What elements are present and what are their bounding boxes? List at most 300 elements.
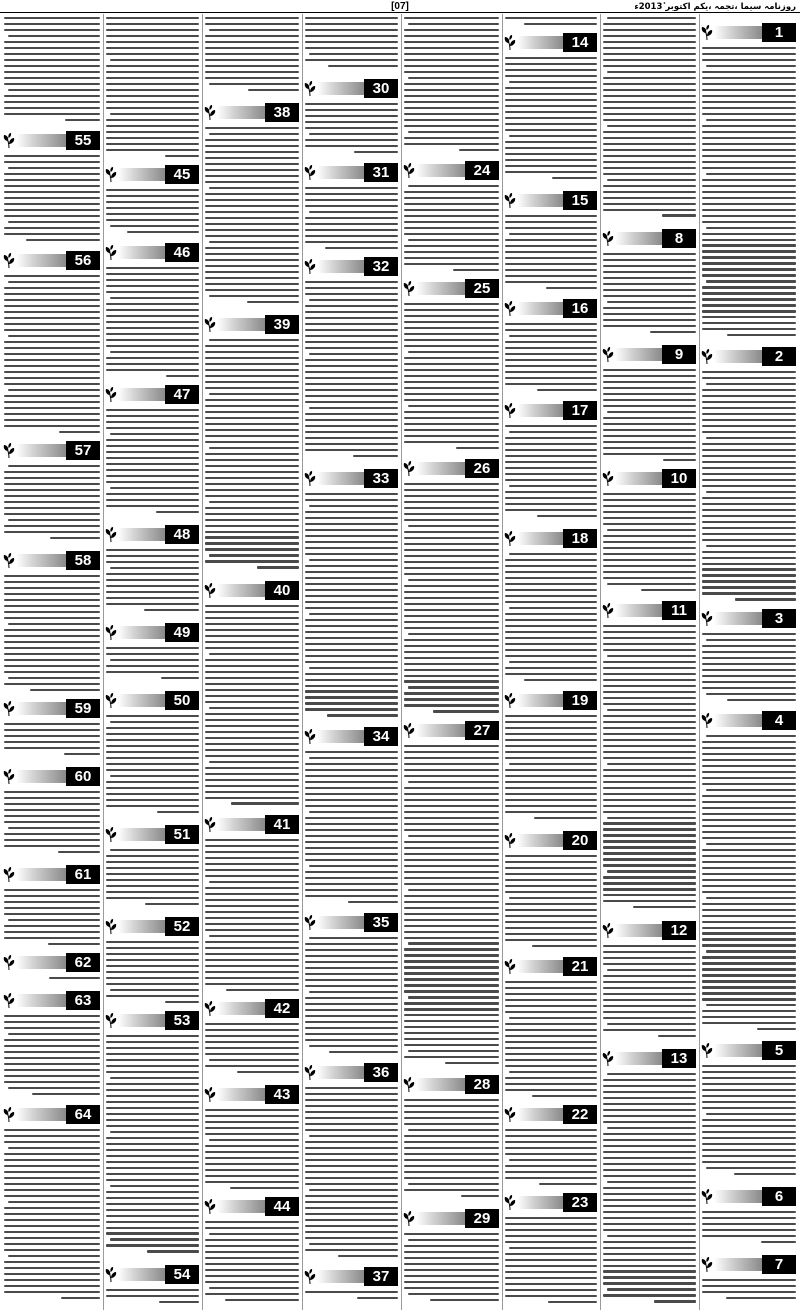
leaf-icon bbox=[303, 258, 317, 275]
article-text bbox=[305, 751, 398, 910]
article-text bbox=[205, 1221, 299, 1308]
heading-gradient-bar bbox=[118, 246, 165, 259]
item-heading bbox=[104, 916, 201, 937]
article-text bbox=[305, 187, 398, 254]
item-number: 61 bbox=[66, 865, 100, 884]
item-heading bbox=[700, 710, 798, 731]
leaf-icon bbox=[700, 1042, 714, 1059]
heading-gradient-bar bbox=[714, 714, 762, 727]
heading-gradient-bar bbox=[16, 770, 66, 783]
item-number: 32 bbox=[364, 257, 398, 276]
leaf-icon bbox=[700, 24, 714, 41]
article-text bbox=[702, 633, 796, 708]
item-heading bbox=[203, 314, 301, 335]
item-number: 64 bbox=[66, 1105, 100, 1124]
item-number: 17 bbox=[563, 401, 597, 420]
item-heading bbox=[503, 1192, 599, 1213]
item-number: 12 bbox=[662, 921, 696, 940]
item-number: 62 bbox=[66, 953, 100, 972]
article-text bbox=[106, 189, 199, 240]
article-text bbox=[106, 849, 199, 914]
heading-gradient-bar bbox=[416, 724, 465, 737]
leaf-icon bbox=[503, 832, 517, 849]
article-text bbox=[404, 745, 499, 1072]
item-number: 56 bbox=[66, 251, 100, 270]
item-number: 44 bbox=[265, 1197, 299, 1216]
leaf-icon bbox=[402, 162, 416, 179]
heading-gradient-bar bbox=[317, 260, 364, 273]
item-number: 3 bbox=[762, 609, 796, 628]
item-heading bbox=[203, 998, 301, 1019]
item-number: 43 bbox=[265, 1085, 299, 1104]
leaf-icon bbox=[303, 470, 317, 487]
heading-gradient-bar bbox=[615, 924, 662, 937]
item-number: 60 bbox=[66, 767, 100, 786]
article-text bbox=[106, 1035, 199, 1262]
article-text bbox=[305, 493, 398, 724]
heading-gradient-bar bbox=[217, 584, 265, 597]
heading-gradient-bar bbox=[517, 694, 563, 707]
heading-gradient-bar bbox=[714, 350, 762, 363]
leaf-icon bbox=[402, 460, 416, 477]
item-number: 54 bbox=[165, 1265, 199, 1284]
article-text bbox=[603, 945, 696, 1046]
item-number: 28 bbox=[465, 1075, 499, 1094]
article-text bbox=[505, 425, 597, 526]
item-number: 18 bbox=[563, 529, 597, 548]
leaf-icon bbox=[503, 300, 517, 317]
article-text bbox=[305, 937, 398, 1060]
item-heading bbox=[402, 1074, 501, 1095]
item-number: 23 bbox=[563, 1193, 597, 1212]
heading-gradient-bar bbox=[118, 694, 165, 707]
item-heading bbox=[2, 1104, 102, 1125]
heading-gradient-bar bbox=[217, 1200, 265, 1213]
column-divider bbox=[502, 14, 503, 1310]
article-text bbox=[106, 17, 199, 162]
heading-gradient-bar bbox=[517, 834, 563, 847]
news-column-3 bbox=[503, 14, 599, 1310]
item-heading bbox=[104, 622, 201, 643]
column-divider bbox=[103, 14, 104, 1310]
article-text bbox=[106, 715, 199, 822]
item-heading bbox=[203, 1084, 301, 1105]
item-heading bbox=[2, 440, 102, 461]
item-heading bbox=[700, 1254, 798, 1275]
item-heading bbox=[601, 344, 698, 365]
leaf-icon bbox=[503, 192, 517, 209]
item-heading bbox=[700, 1040, 798, 1061]
heading-gradient-bar bbox=[217, 318, 265, 331]
item-number: 48 bbox=[165, 525, 199, 544]
item-heading bbox=[402, 1208, 501, 1229]
heading-gradient-bar bbox=[217, 1088, 265, 1101]
leaf-icon bbox=[203, 104, 217, 121]
item-heading bbox=[700, 1186, 798, 1207]
item-number: 37 bbox=[364, 1267, 398, 1286]
leaf-icon bbox=[303, 164, 317, 181]
heading-gradient-bar bbox=[16, 1108, 66, 1121]
item-heading bbox=[2, 698, 102, 719]
item-number: 20 bbox=[563, 831, 597, 850]
article-text bbox=[4, 977, 100, 988]
heading-gradient-bar bbox=[416, 462, 465, 475]
leaf-icon bbox=[402, 1210, 416, 1227]
leaf-icon bbox=[104, 624, 118, 641]
heading-gradient-bar bbox=[517, 302, 563, 315]
heading-gradient-bar bbox=[16, 254, 66, 267]
article-text bbox=[505, 17, 597, 30]
leaf-icon bbox=[303, 80, 317, 97]
item-number: 63 bbox=[66, 991, 100, 1010]
item-number: 38 bbox=[265, 103, 299, 122]
leaf-icon bbox=[503, 34, 517, 51]
article-text bbox=[4, 575, 100, 696]
column-divider bbox=[401, 14, 402, 1310]
item-heading bbox=[2, 130, 102, 151]
item-number: 52 bbox=[165, 917, 199, 936]
heading-gradient-bar bbox=[615, 472, 662, 485]
article-text bbox=[106, 409, 199, 522]
item-heading bbox=[104, 824, 201, 845]
article-text bbox=[106, 941, 199, 1008]
article-text bbox=[603, 493, 696, 598]
article-text bbox=[305, 17, 398, 76]
heading-gradient-bar bbox=[416, 1212, 465, 1225]
article-text bbox=[404, 303, 499, 456]
article-text bbox=[702, 1065, 796, 1184]
item-number: 49 bbox=[165, 623, 199, 642]
leaf-icon bbox=[2, 954, 16, 971]
item-heading bbox=[104, 1010, 201, 1031]
article-text bbox=[702, 47, 796, 344]
heading-gradient-bar bbox=[317, 1066, 364, 1079]
leaf-icon bbox=[2, 252, 16, 269]
heading-gradient-bar bbox=[118, 626, 165, 639]
heading-gradient-bar bbox=[416, 1078, 465, 1091]
item-heading bbox=[402, 278, 501, 299]
leaf-icon bbox=[503, 958, 517, 975]
item-heading bbox=[104, 524, 201, 545]
item-number: 39 bbox=[265, 315, 299, 334]
article-text bbox=[4, 155, 100, 248]
article-text bbox=[505, 323, 597, 398]
heading-gradient-bar bbox=[217, 1002, 265, 1015]
item-heading bbox=[503, 190, 599, 211]
item-number: 21 bbox=[563, 957, 597, 976]
item-number: 36 bbox=[364, 1063, 398, 1082]
heading-gradient-bar bbox=[16, 956, 66, 969]
item-heading bbox=[503, 32, 599, 53]
article-text bbox=[603, 17, 696, 226]
leaf-icon bbox=[2, 992, 16, 1009]
item-number: 9 bbox=[662, 345, 696, 364]
item-heading bbox=[700, 608, 798, 629]
item-number: 45 bbox=[165, 165, 199, 184]
item-heading bbox=[104, 1264, 201, 1285]
item-number: 35 bbox=[364, 913, 398, 932]
heading-gradient-bar bbox=[118, 528, 165, 541]
article-text bbox=[404, 17, 499, 158]
heading-gradient-bar bbox=[517, 36, 563, 49]
item-number: 24 bbox=[465, 161, 499, 180]
leaf-icon bbox=[104, 1266, 118, 1283]
item-heading bbox=[503, 298, 599, 319]
item-heading bbox=[700, 22, 798, 43]
item-heading bbox=[303, 912, 400, 933]
heading-gradient-bar bbox=[16, 994, 66, 1007]
article-text bbox=[505, 553, 597, 688]
article-text bbox=[505, 855, 597, 954]
item-number: 50 bbox=[165, 691, 199, 710]
leaf-icon bbox=[700, 1188, 714, 1205]
article-text bbox=[505, 981, 597, 1102]
heading-gradient-bar bbox=[317, 730, 364, 743]
leaf-icon bbox=[203, 816, 217, 833]
item-heading bbox=[203, 102, 301, 123]
item-number: 8 bbox=[662, 229, 696, 248]
leaf-icon bbox=[2, 552, 16, 569]
column-divider bbox=[302, 14, 303, 1310]
leaf-icon bbox=[700, 610, 714, 627]
article-text bbox=[702, 371, 796, 606]
leaf-icon bbox=[402, 1076, 416, 1093]
leaf-icon bbox=[503, 530, 517, 547]
item-heading bbox=[402, 720, 501, 741]
article-text bbox=[404, 185, 499, 276]
leaf-icon bbox=[700, 1256, 714, 1273]
article-text bbox=[404, 483, 499, 718]
article-text bbox=[603, 253, 696, 342]
item-heading bbox=[303, 468, 400, 489]
heading-gradient-bar bbox=[16, 554, 66, 567]
article-text bbox=[205, 839, 299, 996]
leaf-icon bbox=[2, 442, 16, 459]
article-text bbox=[4, 723, 100, 764]
article-text bbox=[702, 735, 796, 1038]
item-number: 40 bbox=[265, 581, 299, 600]
article-text bbox=[205, 339, 299, 578]
news-column-5 bbox=[303, 14, 400, 1310]
heading-gradient-bar bbox=[714, 1044, 762, 1057]
leaf-icon bbox=[2, 132, 16, 149]
item-number: 7 bbox=[762, 1255, 796, 1274]
item-number: 47 bbox=[165, 385, 199, 404]
heading-gradient-bar bbox=[16, 702, 66, 715]
item-number: 55 bbox=[66, 131, 100, 150]
item-number: 10 bbox=[662, 469, 696, 488]
item-number: 51 bbox=[165, 825, 199, 844]
heading-gradient-bar bbox=[317, 82, 364, 95]
heading-gradient-bar bbox=[714, 1190, 762, 1203]
leaf-icon bbox=[203, 316, 217, 333]
item-number: 6 bbox=[762, 1187, 796, 1206]
item-heading bbox=[2, 864, 102, 885]
item-number: 31 bbox=[364, 163, 398, 182]
heading-gradient-bar bbox=[118, 388, 165, 401]
leaf-icon bbox=[2, 768, 16, 785]
item-heading bbox=[503, 528, 599, 549]
item-heading bbox=[303, 1266, 400, 1287]
article-text bbox=[404, 1233, 499, 1308]
item-heading bbox=[601, 228, 698, 249]
heading-gradient-bar bbox=[416, 282, 465, 295]
article-text bbox=[305, 281, 398, 466]
item-heading bbox=[601, 1048, 698, 1069]
item-heading bbox=[303, 162, 400, 183]
date-line: روزنامہ سیما ،تجمہ ،یکم اکتوبر ٔ2013ء bbox=[634, 2, 796, 12]
item-number: 46 bbox=[165, 243, 199, 262]
news-column-2 bbox=[601, 14, 698, 1310]
article-text bbox=[505, 1217, 597, 1308]
article-text bbox=[4, 275, 100, 438]
header-rule bbox=[0, 12, 800, 13]
item-number: 30 bbox=[364, 79, 398, 98]
article-text bbox=[305, 103, 398, 160]
item-heading bbox=[2, 766, 102, 787]
leaf-icon bbox=[303, 1064, 317, 1081]
item-number: 13 bbox=[662, 1049, 696, 1068]
heading-gradient-bar bbox=[217, 818, 265, 831]
news-column-7 bbox=[104, 14, 201, 1310]
item-number: 42 bbox=[265, 999, 299, 1018]
item-number: 15 bbox=[563, 191, 597, 210]
item-number: 53 bbox=[165, 1011, 199, 1030]
item-heading bbox=[601, 920, 698, 941]
article-text bbox=[4, 17, 100, 128]
leaf-icon bbox=[104, 826, 118, 843]
leaf-icon bbox=[2, 700, 16, 717]
heading-gradient-bar bbox=[118, 920, 165, 933]
article-text bbox=[205, 1023, 299, 1082]
article-text bbox=[4, 465, 100, 548]
item-number: 41 bbox=[265, 815, 299, 834]
article-text bbox=[603, 369, 696, 466]
heading-gradient-bar bbox=[517, 1108, 563, 1121]
leaf-icon bbox=[104, 1012, 118, 1029]
heading-gradient-bar bbox=[317, 916, 364, 929]
article-text bbox=[702, 1279, 796, 1308]
news-column-8 bbox=[2, 14, 102, 1310]
article-text bbox=[205, 127, 299, 312]
heading-gradient-bar bbox=[615, 348, 662, 361]
leaf-icon bbox=[601, 1050, 615, 1067]
article-text bbox=[404, 1099, 499, 1206]
item-number: 29 bbox=[465, 1209, 499, 1228]
article-text bbox=[505, 57, 597, 188]
article-text bbox=[4, 1015, 100, 1102]
leaf-icon bbox=[104, 526, 118, 543]
leaf-icon bbox=[2, 1106, 16, 1123]
column-divider bbox=[600, 14, 601, 1310]
leaf-icon bbox=[503, 1194, 517, 1211]
item-heading bbox=[503, 830, 599, 851]
masthead bbox=[0, 0, 800, 14]
item-heading bbox=[601, 600, 698, 621]
item-number: 57 bbox=[66, 441, 100, 460]
column-divider bbox=[699, 14, 700, 1310]
heading-gradient-bar bbox=[118, 168, 165, 181]
heading-gradient-bar bbox=[118, 828, 165, 841]
leaf-icon bbox=[601, 922, 615, 939]
article-text bbox=[205, 1109, 299, 1194]
heading-gradient-bar bbox=[16, 134, 66, 147]
leaf-icon bbox=[303, 1268, 317, 1285]
item-heading bbox=[203, 1196, 301, 1217]
article-text bbox=[305, 1087, 398, 1264]
heading-gradient-bar bbox=[615, 604, 662, 617]
item-heading bbox=[303, 1062, 400, 1083]
leaf-icon bbox=[104, 244, 118, 261]
article-text bbox=[4, 889, 100, 950]
article-text bbox=[505, 1129, 597, 1190]
heading-gradient-bar bbox=[118, 1268, 165, 1281]
heading-gradient-bar bbox=[517, 404, 563, 417]
article-text bbox=[702, 1211, 796, 1252]
item-heading bbox=[601, 468, 698, 489]
item-heading bbox=[700, 346, 798, 367]
item-number: 26 bbox=[465, 459, 499, 478]
heading-gradient-bar bbox=[118, 1014, 165, 1027]
item-heading bbox=[303, 726, 400, 747]
news-column-4 bbox=[402, 14, 501, 1310]
item-number: 16 bbox=[563, 299, 597, 318]
item-number: 58 bbox=[66, 551, 100, 570]
page-number: [07] bbox=[391, 1, 409, 12]
leaf-icon bbox=[601, 230, 615, 247]
leaf-icon bbox=[104, 692, 118, 709]
item-heading bbox=[104, 690, 201, 711]
leaf-icon bbox=[303, 914, 317, 931]
item-number: 5 bbox=[762, 1041, 796, 1060]
leaf-icon bbox=[503, 402, 517, 419]
heading-gradient-bar bbox=[714, 612, 762, 625]
item-heading bbox=[104, 242, 201, 263]
leaf-icon bbox=[203, 582, 217, 599]
item-heading bbox=[2, 952, 102, 973]
item-heading bbox=[2, 550, 102, 571]
item-heading bbox=[2, 250, 102, 271]
leaf-icon bbox=[700, 712, 714, 729]
leaf-icon bbox=[104, 918, 118, 935]
leaf-icon bbox=[203, 1086, 217, 1103]
item-number: 59 bbox=[66, 699, 100, 718]
item-heading bbox=[402, 160, 501, 181]
leaf-icon bbox=[104, 386, 118, 403]
article-text bbox=[305, 1291, 398, 1308]
item-number: 1 bbox=[762, 23, 796, 42]
item-number: 33 bbox=[364, 469, 398, 488]
news-column-6 bbox=[203, 14, 301, 1310]
heading-gradient-bar bbox=[416, 164, 465, 177]
item-heading bbox=[104, 384, 201, 405]
article-text bbox=[4, 1129, 100, 1308]
leaf-icon bbox=[104, 166, 118, 183]
item-heading bbox=[503, 956, 599, 977]
article-text bbox=[106, 267, 199, 382]
leaf-icon bbox=[601, 346, 615, 363]
item-heading bbox=[104, 164, 201, 185]
heading-gradient-bar bbox=[714, 26, 762, 39]
article-text bbox=[205, 17, 299, 100]
heading-gradient-bar bbox=[16, 868, 66, 881]
heading-gradient-bar bbox=[317, 166, 364, 179]
heading-gradient-bar bbox=[517, 194, 563, 207]
item-number: 34 bbox=[364, 727, 398, 746]
heading-gradient-bar bbox=[615, 232, 662, 245]
leaf-icon bbox=[303, 728, 317, 745]
item-heading bbox=[2, 990, 102, 1011]
